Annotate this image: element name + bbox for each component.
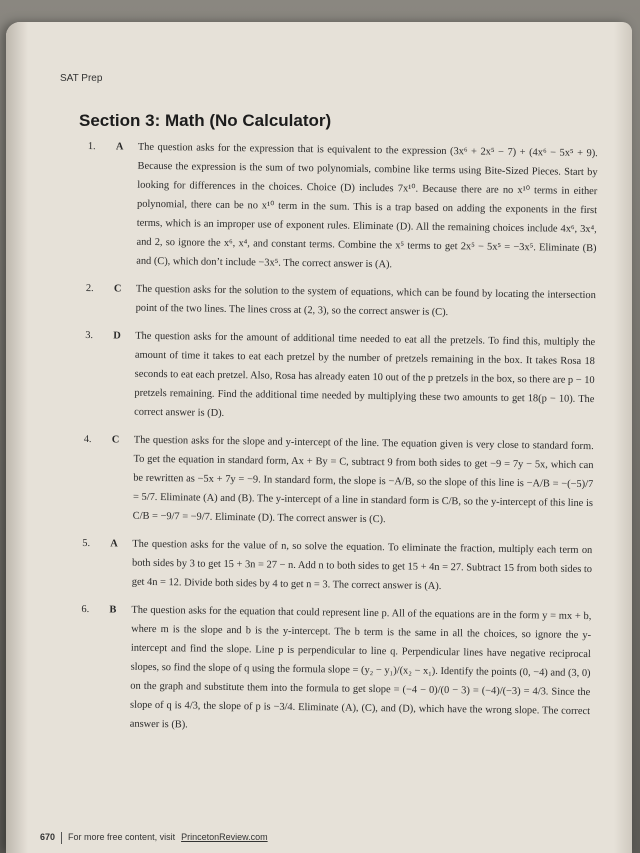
answer-letter: B xyxy=(109,604,117,616)
question-number: 3. xyxy=(85,329,94,342)
footer-link: PrincetonReview.com xyxy=(181,832,268,842)
explanation: The question asks for the slope and y-intercept of the line. The equation given is very close to standard form. To get the equation in standard form, Ax + By = C, subtract 9 from both sides to get −9 = 7y − 5x, which can be rewritten as −5x + 7y = −9. In standard form, the slope is −A/B, so the slope of this line is −A/B = −(−5)/7 = 5/7. Eliminate (A) and (B). The y-intercept of a line in standard form is C/B, so the y-intercept of this line is C/B = −9/7 = −9/7. Eliminate (D). The correct answer is (C). xyxy=(132,434,594,526)
answer-item xyxy=(86,137,598,277)
running-head: SAT Prep xyxy=(60,73,103,84)
footer-text: For more free content, visit xyxy=(68,832,176,842)
answer-letter: A xyxy=(115,141,124,153)
answer-letter: C xyxy=(111,434,120,446)
question-number: 2. xyxy=(85,282,94,295)
explanation: The question asks for the value of n, so solve the equation. To eliminate the fraction, multiply each term on both sides by 3 to get 15 + 3n = 27 − n. Add n to both sides to get 15 + 4n = 27. Subtract 15 from both sides to get 4n = 12. Divide both sides by 4 to get n = 3. The correct answer is (A). xyxy=(131,538,593,592)
book-page xyxy=(6,22,632,853)
answer-letter: C xyxy=(113,283,122,295)
question-number: 6. xyxy=(81,603,90,616)
footer-divider xyxy=(61,832,62,844)
explanation: The question asks for the expression that is equivalent to the expression (3x⁶ + 2x⁵ − 7) + (4x⁶ − 5x⁵ + 9). Because the expression is the sum of two polynomials, combine like terms using Bite-Sized Pieces. Start by looking for differences in the choices. Choice (D) includes 7x¹⁰. Because there are no x¹⁰ terms in either polynomial, there can be no x¹⁰ term in the sum. This is a trap based on adding the exponents in the first terms, which is an improper use of exponent rules. Eliminate (D). All the remaining choices include 4x⁶, 3x⁴, and 2, so ignore the x⁶, x⁴, and constant terms. Combine the x⁵ terms to get 2x⁵ − 5x⁵ = −3x⁵. Eliminate (B) and (C), which don’t include −3x⁵. The correct answer is (A). xyxy=(136,141,598,271)
answer-item xyxy=(80,600,592,740)
answer-letter: D xyxy=(113,330,121,342)
question-number: 4. xyxy=(83,433,92,446)
answer-item xyxy=(84,326,595,428)
answer-list xyxy=(80,137,598,749)
explanation: The question asks for the amount of additional time needed to eat all the pretzels. To find this, multiply the amount of time it takes to eat each pretzel by the number of pretzels remaining in the box. It takes Rosa 18 seconds to eat each pretzel. Also, Rosa has already eaten 10 out of the p pretzels in the box, so there are p − 10 pretzels remaining. Find the additional time needed by multiplying these two amounts to get 18(p − 10). The correct answer is (D). xyxy=(134,330,596,419)
answer-letter: A xyxy=(110,538,118,550)
section-title: Section 3: Math (No Calculator) xyxy=(79,111,332,130)
answer-item xyxy=(85,279,595,324)
page-footer xyxy=(40,832,268,844)
page-number: 670 xyxy=(40,832,56,842)
explanation: The question asks for the equation that could represent line p. All of the equations are in the form y = mx + b, where m is the slope and b is the y-intercept. The b term is the same in all the choices, so ignore the y-intercept and find the slope. Line p is perpendicular to line q. Perpendicular lines have negative reciprocal slopes, so find the slope of q using the formula slope = (y₂ − y₁)/(x₂ − x₁). Identify the points (0, −4) and (3, 0) on the graph and substitute them into the formula to get slope = (−4 − 0)/(0 − 3) = (−4)/(−3) = 4/3. Since the slope of q is 4/3, the slope of p is −3/4. Eliminate (A), (C), and (D), which have the wrong slope. The correct answer is (B). xyxy=(129,604,592,731)
question-number: 1. xyxy=(87,140,96,153)
answer-item xyxy=(83,430,594,532)
answer-item xyxy=(82,534,593,598)
question-number: 5. xyxy=(82,537,91,550)
explanation: The question asks for the solution to the system of equations, which can be found by locating the intersection point of the two lines. The lines cross at (2, 3), so the correct answer is (C). xyxy=(135,283,596,319)
